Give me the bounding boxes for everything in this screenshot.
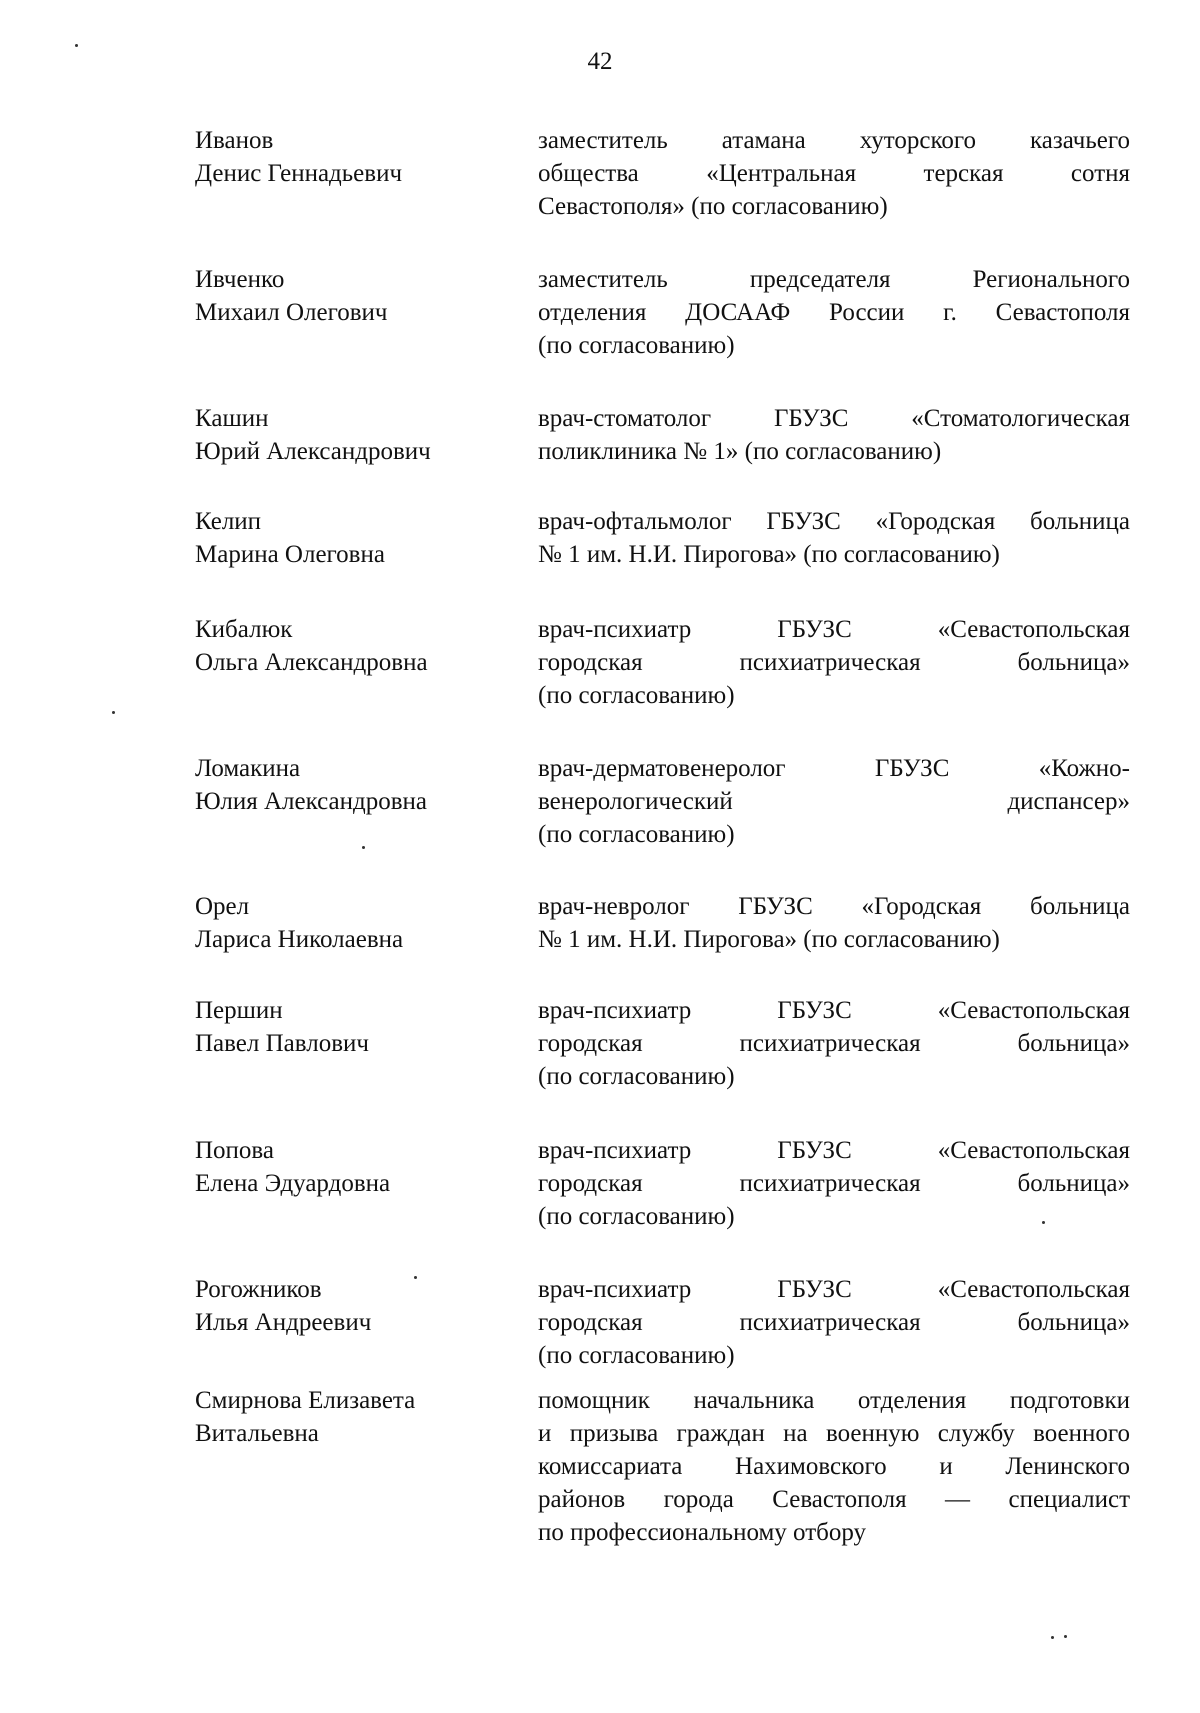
scan-speck: [1051, 1636, 1054, 1639]
member-position: [538, 613, 1130, 712]
scan-speck: [1042, 1221, 1045, 1224]
member-name-line: Витальевна: [195, 1420, 319, 1447]
member-position-line: поликлиника № 1» (по согласованию): [538, 438, 942, 465]
member-position: [538, 1384, 1130, 1549]
scan-speck: [1064, 1635, 1067, 1638]
member-position-line: (по согласованию): [538, 821, 735, 848]
member-name-line: Ольга Александровна: [195, 649, 428, 676]
member-name: [195, 402, 495, 468]
member-position-line: городская психиатрическая больница»: [538, 1030, 1130, 1057]
member-name-line: Марина Олеговна: [195, 541, 385, 568]
member-position-line: врач-стоматолог ГБУЗС «Стоматологическая: [538, 405, 1130, 432]
member-position-line: врач-психиатр ГБУЗС «Севастопольская: [538, 997, 1130, 1024]
member-name-line: Ивченко: [195, 266, 285, 293]
member-name-line: Келип: [195, 508, 262, 535]
scan-speck: [362, 846, 365, 849]
member-position-line: (по согласованию): [538, 1203, 735, 1230]
member-position: [538, 752, 1130, 851]
member-position-line: и призыва граждан на военную службу военного: [538, 1420, 1130, 1447]
member-position-line: врач-психиатр ГБУЗС «Севастопольская: [538, 1276, 1130, 1303]
member-name: [195, 124, 495, 190]
member-position-line: Севастополя» (по согласованию): [538, 193, 888, 220]
member-position-line: заместитель атамана хуторского казачьего: [538, 127, 1130, 154]
member-position-line: (по согласованию): [538, 1342, 735, 1369]
member-position-line: районов города Севастополя — специалист: [538, 1486, 1130, 1513]
member-name-line: Иванов: [195, 127, 274, 154]
member-name-line: Орел: [195, 893, 250, 920]
member-position: [538, 505, 1130, 571]
member-position-line: по профессиональному отбору: [538, 1519, 867, 1546]
member-position-line: городская психиатрическая больница»: [538, 1170, 1130, 1197]
member-position-line: венерологический диспансер»: [538, 788, 1130, 815]
scan-speck: [75, 44, 78, 47]
member-name: [195, 505, 495, 571]
member-name-line: Юлия Александровна: [195, 788, 427, 815]
member-name-line: Михаил Олегович: [195, 299, 388, 326]
member-position-line: врач-офтальмолог ГБУЗС «Городская больница: [538, 508, 1130, 535]
member-position: [538, 1134, 1130, 1233]
member-name-line: Ломакина: [195, 755, 301, 782]
member-name: [195, 1384, 495, 1450]
member-position-line: помощник начальника отделения подготовки: [538, 1387, 1130, 1414]
member-name: [195, 752, 495, 818]
member-name-line: Юрий Александрович: [195, 438, 431, 465]
member-position-line: врач-психиатр ГБУЗС «Севастопольская: [538, 1137, 1130, 1164]
member-name-line: Елена Эдуардовна: [195, 1170, 391, 1197]
member-position-line: врач-дерматовенеролог ГБУЗС «Кожно-: [538, 755, 1130, 782]
member-name-line: Лариса Николаевна: [195, 926, 404, 953]
member-name-line: Першин: [195, 997, 283, 1024]
scan-speck: [414, 1276, 417, 1279]
member-position: [538, 263, 1130, 362]
member-name: [195, 263, 495, 329]
member-position-line: городская психиатрическая больница»: [538, 649, 1130, 676]
member-position: [538, 124, 1130, 223]
member-position-line: врач-психиатр ГБУЗС «Севастопольская: [538, 616, 1130, 643]
member-position-line: (по согласованию): [538, 1063, 735, 1090]
member-position: [538, 1273, 1130, 1372]
member-position-line: (по согласованию): [538, 332, 735, 359]
member-position-line: общества «Центральная терская сотня: [538, 160, 1130, 187]
member-position: [538, 890, 1130, 956]
page-number: 42: [587, 48, 613, 75]
member-name: [195, 890, 495, 956]
scan-speck: [112, 711, 115, 714]
member-position-line: городская психиатрическая больница»: [538, 1309, 1130, 1336]
member-position-line: заместитель председателя Регионального: [538, 266, 1130, 293]
member-name-line: Павел Павлович: [195, 1030, 369, 1057]
member-name: [195, 1134, 495, 1200]
member-name: [195, 613, 495, 679]
member-name-line: Рогожников: [195, 1276, 322, 1303]
member-name-line: Кибалюк: [195, 616, 293, 643]
member-position-line: отделения ДОСААФ России г. Севастополя: [538, 299, 1130, 326]
member-name: [195, 1273, 495, 1339]
member-position-line: комиссариата Нахимовского и Ленинского: [538, 1453, 1130, 1480]
member-position-line: № 1 им. Н.И. Пирогова» (по согласованию): [538, 541, 1000, 568]
member-position: [538, 994, 1130, 1093]
member-name-line: Денис Геннадьевич: [195, 160, 403, 187]
member-name: [195, 994, 495, 1060]
member-name-line: Кашин: [195, 405, 269, 432]
member-position-line: врач-невролог ГБУЗС «Городская больница: [538, 893, 1130, 920]
member-position-line: № 1 им. Н.И. Пирогова» (по согласованию): [538, 926, 1000, 953]
member-name-line: Илья Андреевич: [195, 1309, 372, 1336]
member-name-line: Попова: [195, 1137, 275, 1164]
member-position: [538, 402, 1130, 468]
member-name-line: Смирнова Елизавета: [195, 1387, 416, 1414]
member-position-line: (по согласованию): [538, 682, 735, 709]
